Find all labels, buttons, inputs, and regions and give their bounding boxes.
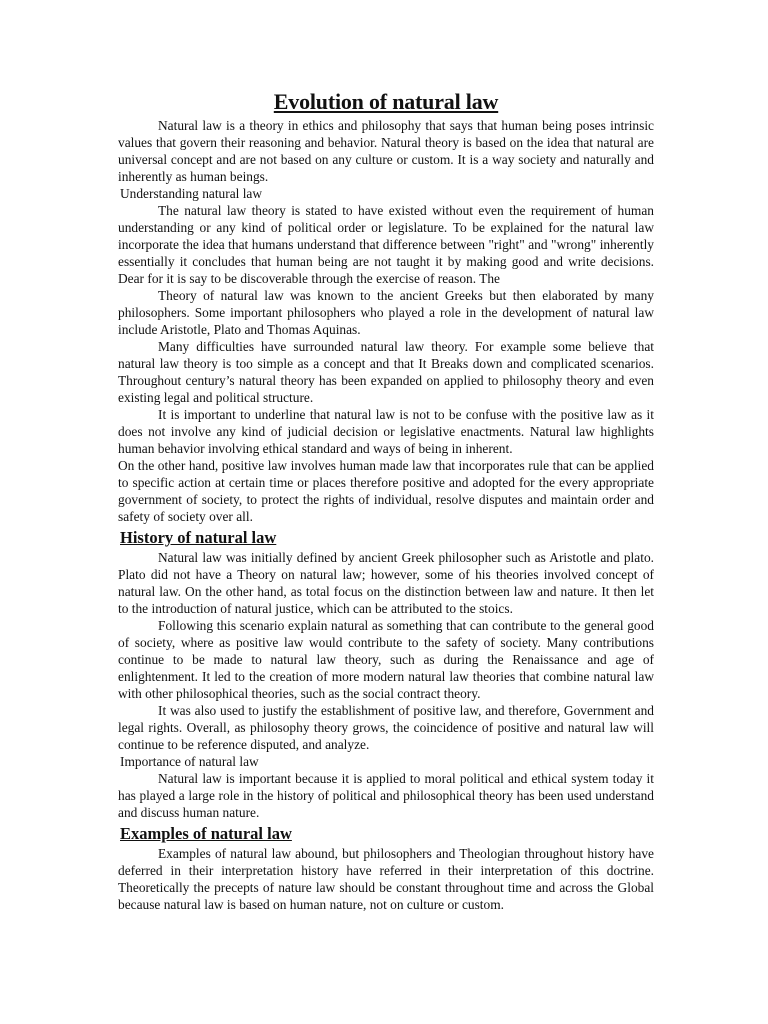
history-paragraph-2: Following this scenario explain natural as something that can contribute to the general good of society, where as positive law would contribute to the safety of society. Many contributions continue to be made to natural law theory, such as during the Renaissance and age of enlightenment. It led to the creation of more modern natural law theories that combine natural law with other philosophical theories, such as the social contract theory. [118,618,654,701]
understanding-paragraph-1: The natural law theory is stated to have existed without even the requirement of human understanding or any kind of political order or legislature. To be explained for the natural law incorporate the idea that humans understand that difference between "right" and "wrong" inherently essentially it concludes that human being are not taught it by making good and write decisions. Dear for it is say to be discoverable through the exercise of reason. The [118,203,654,286]
subheading-understanding: Understanding natural law [120,186,263,201]
importance-paragraph: Natural law is important because it is applied to moral political and ethical system today it has played a large role in the history of political and philosophical theory has been used understand and discuss human nature. [118,771,654,820]
intro-paragraph: Natural law is a theory in ethics and philosophy that says that human being poses intrinsic values that govern their reasoning and behavior. Natural theory is based on the idea that natural are universal concept and are not based on any culture or custom. It is a way society and naturally and inherently as human beings. [118,118,654,184]
subheading-importance: Importance of natural law [120,754,259,769]
history-paragraph-3: It was also used to justify the establishment of positive law, and therefore, Government and legal rights. Overall, as philosophy theory grows, the coincidence of positive and natural law will continue to be reference disputed, and analyze. [118,703,654,752]
understanding-paragraph-5: On the other hand, positive law involves human made law that incorporates rule that can be applied to specific action at certain time or places therefore positive and adopted for the every appropriate government of society, to protect the rights of individual, resolve disputes and maintain order and safety of society over all. [118,458,654,524]
history-paragraph-1: Natural law was initially defined by ancient Greek philosopher such as Aristotle and plato. Plato did not have a Theory on natural law; however, some of his theories involved concept of natural law. On the other hand, as total focus on the distinction between law and nature. It then let to the introduction of natural justice, which can be attributed to the stoics. [118,550,654,616]
document-page [118,88,654,913]
heading-examples: Examples of natural law [120,824,292,843]
understanding-paragraph-4: It is important to underline that natural law is not to be confuse with the positive law as it does not involve any kind of judicial decision or legislative enactments. Natural law highlights human behavior involving ethical standard and ways of being in inherent. [118,407,654,456]
understanding-paragraph-3: Many difficulties have surrounded natural law theory. For example some believe that natural law theory is too simple as a concept and that It Breaks down and complicated scenarios. Throughout century’s natural theory has been expanded on applied to philosophy theory and even existing legal and political structure. [118,339,654,405]
heading-history: History of natural law [120,528,277,547]
document-title: Evolution of natural law [273,89,499,114]
understanding-paragraph-2: Theory of natural law was known to the ancient Greeks but then elaborated by many philosophers. Some important philosophers who played a role in the development of natural law include Aristotle, Plato and Thomas Aquinas. [118,288,654,337]
examples-paragraph: Examples of natural law abound, but philosophers and Theologian throughout history have deferred in their interpretation history have referred in their interpretation of this doctrine. Theoretically the precepts of nature law should be constant throughout time and across the Global because natural law is based on human nature, not on culture or custom. [118,846,654,912]
